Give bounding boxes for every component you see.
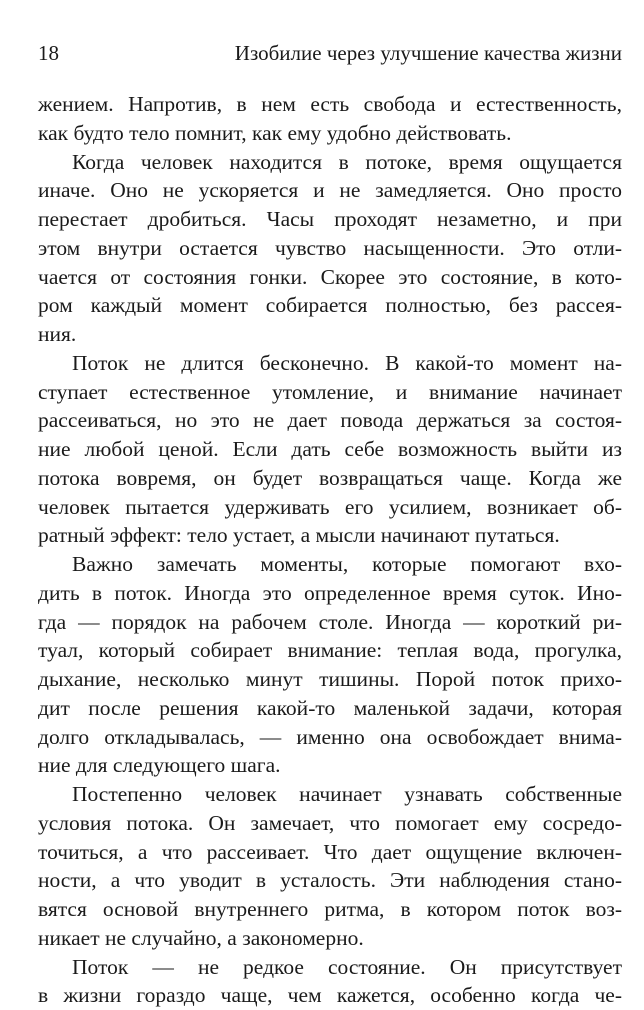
- text-line: никает не случайно, а закономерно.: [38, 925, 364, 950]
- text-line: человек пытается удерживать его усилием, возникает об-: [38, 494, 622, 519]
- text-line: иначе. Оно не ускоряется и не замедляется. Оно просто: [38, 178, 622, 203]
- text-line: Когда человек находится в потоке, время ощущается: [72, 149, 622, 174]
- body-text: [38, 90, 622, 1010]
- text-line: чается от состояния гонки. Скорее это состояние, в кото-: [38, 264, 622, 289]
- text-line: дит после решения какой-то маленькой задачи, которая: [38, 695, 622, 720]
- text-line: потока вовремя, он будет возвращаться чаще. Когда же: [38, 465, 622, 490]
- text-line: условия потока. Он замечает, что помогает ему сосредо-: [38, 810, 622, 835]
- text-line: как будто тело помнит, как ему удобно действовать.: [38, 120, 512, 145]
- text-line: ния.: [38, 322, 77, 346]
- text-line: ступает естественное утомление, и внимание начинает: [38, 379, 622, 404]
- running-header: [38, 38, 622, 68]
- text-line: долго откладывалась, — именно она освобождает внима-: [38, 724, 622, 749]
- running-title: Изобилие через улучшение качества жизни: [234, 41, 622, 65]
- text-line: Поток не длится бесконечно. В какой-то момент на-: [72, 350, 622, 375]
- text-line: ром каждый момент собирается полностью, без рассея-: [38, 293, 622, 318]
- text-line: ности, а что уводит в усталость. Эти наблюдения стано-: [38, 868, 622, 893]
- text-line: ратный эффект: тело устает, а мысли начинают путаться.: [38, 523, 560, 548]
- text-line: Постепенно человек начинает узнавать собственные: [72, 782, 622, 806]
- text-line: туал, который собирает внимание: теплая вода, прогулка,: [38, 638, 622, 663]
- text-line: вятся основой внутреннего ритма, в котором поток воз-: [38, 897, 622, 921]
- text-line: рассеиваться, но это не дает повода держаться за состоя-: [38, 408, 622, 433]
- text-line: ние для следующего шага.: [38, 753, 281, 778]
- text-line: перестает дробиться. Часы проходят незаметно, и при: [38, 207, 622, 231]
- page-number: 18: [38, 41, 59, 65]
- text-line: дить в поток. Иногда это определенное время суток. Ино-: [38, 580, 622, 605]
- text-line: в жизни гораздо чаще, чем кажется, особенно когда че-: [38, 983, 622, 1008]
- text-line: дыхание, несколько минут тишины. Порой поток прихо-: [38, 667, 622, 691]
- text-line: жением. Напротив, в нем есть свобода и естественность,: [38, 92, 622, 116]
- text-line: этом внутри остается чувство насыщенности. Это отли-: [38, 235, 622, 260]
- text-line: ние любой ценой. Если дать себе возможность выйти из: [38, 437, 622, 461]
- text-line: гда — порядок на рабочем столе. Иногда — короткий ри-: [38, 609, 622, 634]
- text-line: точиться, а что рассеивает. Что дает ощущение включен-: [38, 839, 622, 864]
- text-line: Важно замечать моменты, которые помогают вхо-: [72, 552, 622, 576]
- text-line: Поток — не редкое состояние. Он присутствует: [72, 954, 622, 979]
